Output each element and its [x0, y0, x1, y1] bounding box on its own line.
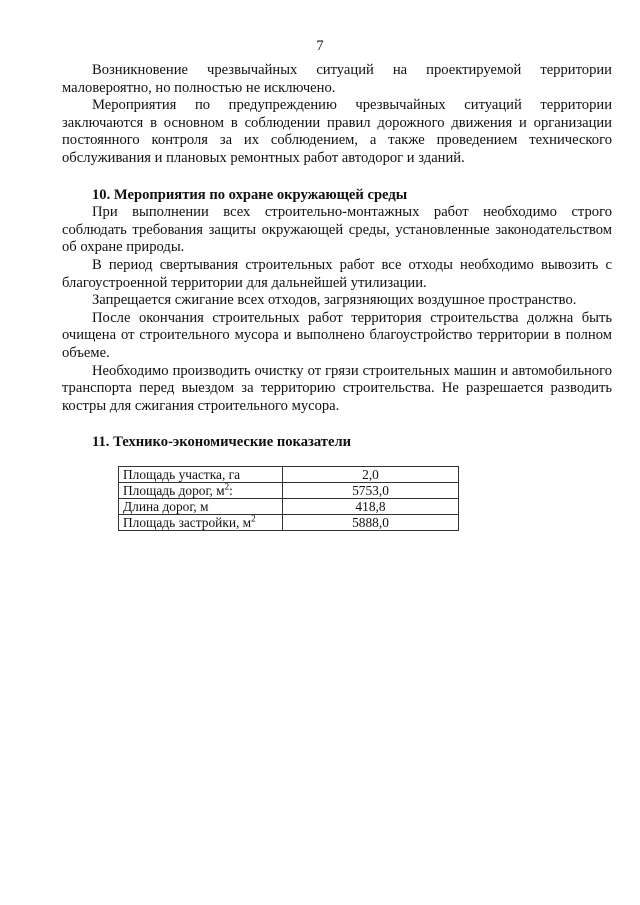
- table-cell-label: Длина дорог, м: [119, 498, 283, 514]
- table-row: [119, 482, 459, 498]
- table-cell-value: 5888,0: [283, 514, 459, 530]
- table-cell-value: 5753,0: [283, 482, 459, 498]
- table-row: [119, 466, 459, 482]
- paragraph: Запрещается сжигание всех отходов, загрязняющих воздушное пространство.: [92, 292, 577, 309]
- paragraph: Мероприятия по предупреждению чрезвычайных ситуаций территории заключаются в основном в соблюдении правил дорожного движения и организации постоянного контроля за их соблюдением, а также проведением технического обслуживания и плановых ремонтных работ автодорог и зданий.: [62, 97, 612, 166]
- indicators-table: [118, 466, 459, 531]
- document-body: [62, 62, 612, 531]
- page-number: 7: [316, 38, 324, 54]
- paragraph: В период свертывания строительных работ все отходы необходимо вывозить с благоустроенной территории для дальнейшей утилизации.: [62, 256, 612, 291]
- section-heading-10: 10. Мероприятия по охране окружающей среды: [92, 186, 408, 203]
- table-cell-label: Площадь дорог, $м^2$:: [119, 482, 283, 498]
- paragraph: При выполнении всех строительно-монтажных работ необходимо строго соблюдать требования защиты окружающей среды, установленные законодательством об охране природы.: [62, 204, 612, 256]
- table-cell-label: Площадь застройки, $м^2$: [119, 514, 283, 530]
- table-row: [119, 514, 459, 530]
- table-row: [119, 498, 459, 514]
- table-cell-value: 418,8: [283, 498, 459, 514]
- paragraph: После окончания строительных работ территория строительства должна быть очищена от строительного мусора и выполнено благоустройство территории в полном объеме.: [62, 309, 612, 361]
- paragraph: Возникновение чрезвычайных ситуаций на проектируемой территории маловероятно, но полностью не исключено.: [62, 62, 612, 96]
- section-heading-11: 11. Технико-экономические показатели: [92, 434, 352, 451]
- paragraph: Необходимо производить очистку от грязи строительных машин и автомобильного транспорта перед выездом за территорию строительства. Не разрешается разводить костры для сжигания строительного мусора.: [62, 362, 612, 414]
- table-cell-value: 2,0: [283, 466, 459, 482]
- table-cell-label: Площадь участка, га: [119, 466, 283, 482]
